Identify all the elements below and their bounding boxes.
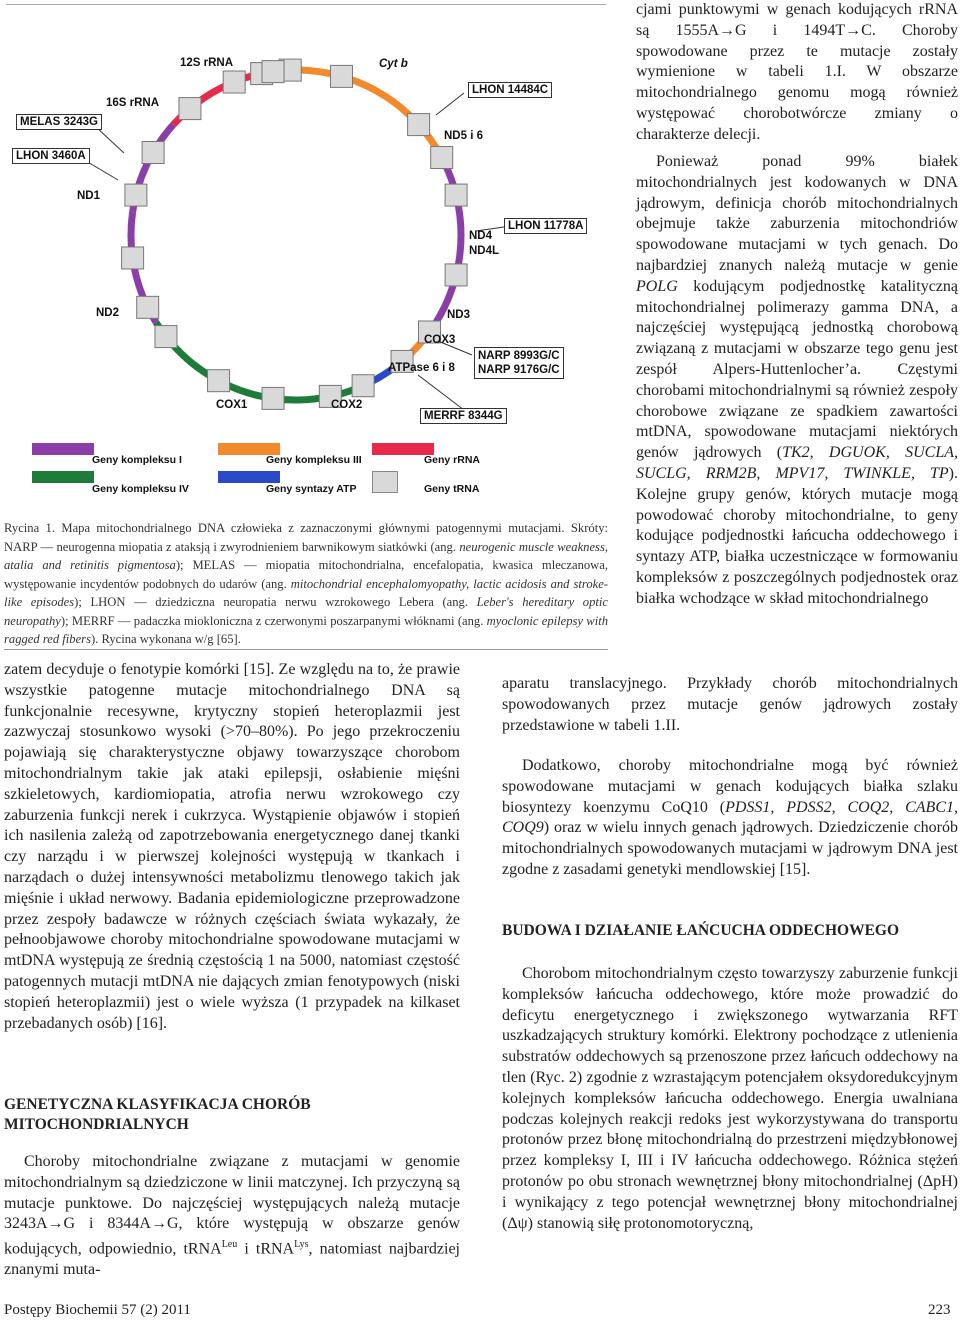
label-nd4: ND4	[469, 230, 493, 242]
right-paragraph-3	[502, 756, 958, 881]
label-16s-rrna: 16S rRNA	[106, 97, 160, 109]
text: i tRNA	[237, 1240, 295, 1258]
legend-label-complex-iv: Geny kompleksu IV	[92, 483, 189, 495]
label-lhon-11778: LHON 11778A	[504, 218, 587, 234]
trna-marker	[330, 65, 352, 87]
trna-marker	[408, 114, 430, 136]
label-atpase: ATPase 6 i 8	[388, 362, 455, 374]
label-nd5-6: ND5 i 6	[444, 130, 483, 142]
label-cytb: Cyt b	[379, 58, 408, 70]
trna-marker	[262, 387, 284, 409]
legend-label-complex-iii: Geny kompleksu III	[266, 454, 362, 466]
figure-mtdna-map	[6, 4, 606, 505]
text: Choroby mitochondrialne związane z mutacjami w genomie mitochondrialnym są dziedziczone w linii matczynej. Ich przyczyną są mutacje punktowe. Do najczęściej występujących należą mutacje 3243A→G i 8344A→G, które występują w obszarze genów kodujących, odpowiednio, tRNA	[4, 1153, 460, 1258]
label-narp: NARP 8993G/C NARP 9176G/C	[474, 347, 564, 379]
gene-list: PDSS1, PDSS2, COQ2, CABC1, COQ9	[502, 798, 958, 837]
section-heading-respiratory-chain: BUDOWA I DZIAŁANIE ŁAŃCUCHA ODDECHOWEGO	[502, 922, 900, 939]
left-paragraph-1: zatem decyduje o fenotypie komórki [15]. Ze względu na to, że prawie wszystkie patogenne mutacje mitochondrialnego DNA są funkcjonalnie recesywne, krytyczny stopień heteroplazmii jest zazwyczaj stosunkowo wysoki (>70–80%). Po jego przekroczeniu pojawiają się charakterystyczne objawy towarzyszące chorobom mitochondrialnym takie jak ataki epilepsji, osłabienie mięśni szkieletowych, kardiomiopatia, atrofia nerwu wzrokowego czy zaburzenia funkcji nerek i cukrzyca. Wystąpienie objawów i stopień ich nasilenia zależą od zapotrzebowania energetycznego danej tkanki czy narządu i w pierwszej kolejności występują w tkankach i narządach o dużej intensywności metabolizmu tlenowego takich jak mięśnie i układ nerwowy. Badania epidemiologiczne przeprowadzone przez zespoły badawcze w różnych częściach świata wykazały, że pełnoobjawowe choroby mitochondrialne spowodowane mutacjami w mtDNA występują ze średnią częstością 1 na 5000, natomiast częstość patogennych mutacji mtDNA nie dających zmian fenotypowych (niski stopień heteroplazmii) jest o wiele wyższa (1 przypadek na kilkaset przebadanych osób) [16].	[4, 661, 460, 1032]
caption-text: ). Rycina wykonana w/g [65].	[90, 632, 241, 646]
caption-text: ); MERRF — padaczka miokloniczna z czerwonymi poszarpanymi włóknami (ang.	[60, 613, 487, 628]
trna-marker	[179, 98, 201, 120]
caption-italic: Leber's hereditary optic neuropathy	[4, 595, 608, 628]
trna-marker	[155, 326, 177, 348]
right-paragraph-2-continuation: aparatu translacyjnego. Przykłady chorób mitochondrialnych spowodowanych przez mutacje genów jądrowych zostały przedstawione w tabeli 1.II.	[502, 675, 958, 734]
pointer-line	[436, 93, 464, 115]
pointer-line	[96, 127, 124, 153]
text: ). Kolejne grupy genów, których mutacje mogą powodować choroby mitochondrialne, to geny kodujące podjednostki łańcucha oddechowego i syntazy ATP, białka uczestniczące w formowaniu kompleksów z poszczególnych podjednostek oraz białka wchodzące w skład mitochondrialnego	[636, 464, 958, 607]
section-heading-genetic-classification: GENETYCZNA KLASYFIKACJA CHORÓB MITOCHONDRIALNYCH	[4, 1096, 311, 1133]
caption-text: Mapa mitochondrialnego DNA człowieka z zaznaczonymi głównymi patogennymi mutacjami. Skróty: NARP — neurogenna miopatia z ataksją i zwyrodnieniem barwnikowym siatkówki (ang.	[4, 521, 608, 554]
trna-marker	[122, 247, 144, 269]
divider	[4, 649, 608, 650]
trna-marker	[445, 184, 467, 206]
gene-list: TK2, DGUOK, SUCLA, SUCLG, RRM2B, MPV17, TWINKLE, TP	[636, 444, 958, 482]
label-nd3: ND3	[447, 309, 471, 321]
label-nd1: ND1	[77, 190, 101, 202]
legend-swatch-complex-i	[32, 443, 94, 455]
trna-marker	[137, 296, 159, 318]
label-nd4l: ND4L	[469, 245, 500, 257]
superscript: Leu	[221, 1239, 238, 1251]
text: ) oraz w wielu innych genach jądrowych. Dziedziczenie chorób mitochondrialnych spowodowanych mutacjami w jądrowym DNA jest zgodne z zasadami genetyki mendlowskiej [15].	[502, 819, 958, 878]
legend-label-rrna: Geny rRNA	[424, 454, 481, 466]
page-number: 223	[928, 1302, 951, 1318]
caption-italic: neurogenic muscle weakness, atalia and retinitis pigmentosa	[4, 539, 608, 572]
superscript: Lys	[294, 1239, 309, 1251]
right-top-paragraph-1: cjami punktowymi w genach kodujących rRNA są 1555A→G i 1494T→C. Choroby spowodowane przez te mutacje zostały wymienione w tabeli 1.I. W obszarze mitochondrialnego genomu mogą również występować chorobotwórcze zmiany o charakterze delecji.	[636, 1, 958, 143]
caption-italic: myoclonic epilepsy with ragged red fibers	[4, 613, 608, 646]
legend-swatch-complex-iv	[32, 471, 94, 483]
label-lhon-14484: LHON 14484C	[468, 82, 552, 98]
legend-swatch-trna	[372, 471, 398, 493]
trna-marker	[223, 71, 245, 93]
label-lhon-3460: LHON 3460A	[12, 148, 90, 164]
label-merrf: MERRF 8344G	[420, 408, 507, 424]
text: , natomiast najbardziej znanymi muta-	[4, 1240, 460, 1279]
caption-text: ); LHON — dziedziczna neuropatia nerwu wzrokowego Lebera (ang.	[74, 595, 477, 609]
caption-text: ); MELAS — miopatia mitochondrialna, encefalopatia, kwasica mleczanowa, występowanie incydentów podobnych do udarów (ang.	[4, 558, 608, 591]
legend-label-atp: Geny syntazy ATP	[266, 483, 357, 495]
right-top-paragraph-2	[636, 152, 958, 610]
legend-label-trna: Geny tRNA	[424, 483, 480, 495]
legend-swatch-atp	[218, 471, 280, 483]
pointer-line	[418, 375, 464, 410]
label-cox2: COX2	[331, 399, 363, 411]
trna-marker	[142, 142, 164, 164]
trna-marker	[431, 147, 453, 169]
text: Dodatkowo, choroby mitochondrialne mogą być również spowodowane mutacjami w genach kodujących białka szlaku biosyntezy koenzymu CoQ10 (	[502, 757, 958, 816]
label-nd2: ND2	[96, 307, 120, 319]
footer-journal: Postępy Biochemii 57 (2) 2011	[4, 1302, 191, 1318]
text: Ponieważ ponad 99% białek mitochondrialnych jest kodowanych w DNA jądrowym, definicja chorób mitochondrialnych obejmuje także zaburzenia mitochondriów spowodowane mutacjami w tych genach. Do najbardziej znanych należą mutacje w genie	[636, 153, 958, 274]
text: kodującym podjednostkę katalityczną mitochondrialnej polimerazy gamma DNA, a najczęściej występującą jednostką chorobową związaną z mutacjami w obszarze tego genu jest zespół Alpers-Huttenlocher’a. Częstymi chorobami mitochondrialnymi są również zespoły chorobowe związane ze spadkiem zawartości mtDNA, spowodowane mutacjami niektórych genów jądrowych (	[636, 277, 958, 462]
right-paragraph-4: Chorobom mitochondrialnym często towarzyszy zaburzenie funkcji kompleksów łańcucha oddechowego, które może prowadzić do deficytu energetycznego i zwiększonego wytwarzania RFT uszkadzających struktury komórki. Elektrony pochodzące z utlenienia substratów oddechowych są przenoszone przez łańcuch oddechowy na tlen (Ryc. 2) zgodnie z wzrastającym potencjałem oksydoredukcyjnym kolejnych kompleksów łańcucha oddechowego. Energia uwalniana podczas kolejnych reakcji redoks jest wykorzystywana do transportu protonów przez błonę mitochondrialną do przestrzeni międzybłonowej przez kompleksy I, III i IV łańcucha oddechowego. Różnica stężeń protonów po obu stronach wewnętrznej błony mitochondrialnej (ΔpH) i wynikający z tego potencjał wewnętrznej błony mitochondrialnej (Δψ) stanowią siłę protonomotoryczną,	[502, 965, 958, 1232]
label-12s-rrna: 12S rRNA	[180, 57, 234, 69]
pointer-line	[86, 161, 118, 180]
trna-marker	[125, 184, 147, 206]
figure-caption	[4, 519, 608, 649]
trna-marker	[352, 375, 374, 397]
label-cox3: COX3	[424, 334, 456, 346]
gene-name: POLG	[636, 277, 678, 295]
trna-marker	[445, 264, 467, 286]
trna-marker	[262, 61, 284, 83]
label-cox1: COX1	[216, 399, 248, 411]
legend-label-complex-i: Geny kompleksu I	[92, 454, 182, 466]
left-paragraph-2	[4, 1152, 460, 1281]
caption-label: Rycina 1.	[4, 521, 55, 535]
label-melas: MELAS 3243G	[16, 114, 102, 130]
trna-markers	[86, 59, 504, 410]
caption-italic: mitochondrial encephalomyopathy, lactic acidosis and stroke-like episodes	[4, 576, 609, 609]
trna-marker	[208, 370, 230, 392]
